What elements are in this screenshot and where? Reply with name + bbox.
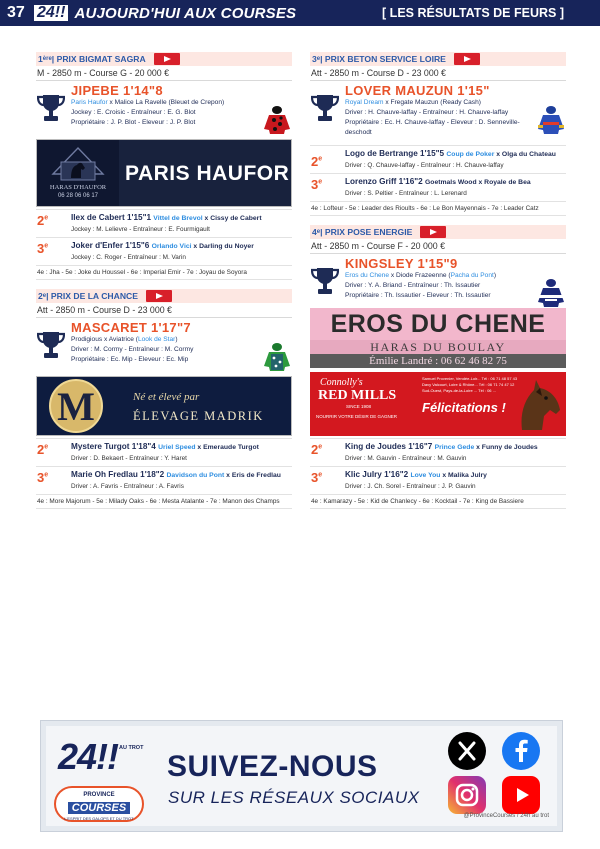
social-footer: 24!! AU TROT PROVINCE COURSES L'ESPRIT DES GALOPS ET DU TROT SUIVEZ-NOUS SUR LES RÉSEAUX SOCIAUX @ProvinceCourses / 24h au trot [40,720,563,832]
race-name: | PRIX BETON SERVICE LOIRE [320,54,446,64]
winner-owner: Propriétaire : Th. Issautier - Eleveur : Th. Issautier [345,292,491,299]
instagram-icon[interactable] [448,776,486,814]
winner-name: LOVER MAUZUN 1'15" [345,83,490,98]
place-3: 3e Lorenzo Griff 1'16"2 Goetmals Wood x Royale de Bea Driver : S. Peltier - Entraîneur : L. Lerenard [310,173,566,201]
winner-name: MASCARET 1'17"7 [71,320,191,335]
race-1 [36,52,292,280]
race-3 [310,52,566,216]
trophy-icon [37,93,65,123]
winner-name: KINGSLEY 1'15"9 [345,256,458,271]
section-title: [ LES RÉSULTATS DE FEURS ] [382,6,564,20]
place-3: 3e Marie Oh Fredlau 1'18"2 Davidson du Pont x Eris de Fredlau Driver : A. Favris - Entraîneur : A. Favris [36,466,292,494]
trophy-icon [37,330,65,360]
place-2: 2e King de Joudes 1'16"7 Prince Gede x Funny de Joudes Driver : M. Gauvin - Entraîneur : M. Gauvin [310,438,566,466]
horse-head-icon [512,378,562,430]
race-2 [36,289,292,509]
jockey-jacket-icon [263,342,291,372]
winner-block [310,256,566,310]
winner-owner: Propriétaire : J. P. Blot - Eleveur : J. P. Blot [71,119,196,126]
footer-brand-logo: 24!! [58,736,119,777]
x-icon[interactable] [448,732,486,770]
other-finishers: 4e : More Majorum - 5e : Milady Oaks - 6e : Mesta Atalante - 7e : Manon des Champs [36,494,292,509]
play-icon[interactable] [454,53,480,65]
page-number: 37 [7,4,25,21]
winner-jockey: Jockey : E. Croisic - Entraîneur : E. G. Blot [71,109,196,116]
winner-block [36,320,292,374]
winner-owner: Propriétaire : Ec. Mip - Eleveur : Ec. Mip [71,356,189,363]
ad-banner-red-mills: Connolly's RED MILLS SINCE 1908 NOURRIR VOTRE DÉSIR DE GAGNER Samuel Provenier, Vendée-Loir... Tél : 06 71 48 57 43 Davy Valcourt, Loire & Rhône... Tél : 06 71 74 47 12 Sud-Ouest, Pays-de-la-Loire ... Tél : 06 ... Félicitations ! [310,372,566,436]
brand-logo: 24!! [34,5,68,21]
madrik-logo: M [49,379,103,433]
race-name: | PRIX BIGMAT SAGRA [51,54,146,64]
winner-pedigree: Paris Haufor x Malice La Ravelle (Bleuet de Crepon) [71,99,225,106]
winner-owner: Propriétaire : Ec. H. Chauve-laffay - Eleveur : D. Senneville-deschodt [345,119,520,136]
banner-title: PARIS HAUFOR [125,162,290,185]
place-2: 2e Logo de Bertrange 1'15"5 Coup de Poker x Olga du Chateau Driver : Q. Chauve-laffay - Entraîneur : H. Chauve-laffay [310,145,566,173]
race-conditions: Att - 2850 m - Course D - 23 000 € [310,66,566,81]
ad-banner-paris-haufor: HARAS D'HAUFOR 06 28 06 06 17 PARIS HAUFOR [36,139,292,207]
race-conditions: M - 2850 m - Course G - 20 000 € [36,66,292,81]
social-handle: @ProvinceCourses / 24h au trot [463,813,549,819]
place-3: 3e Klic Julry 1'16"2 Love You x Malika Julry Driver : J. Ch. Sorel - Entraîneur : J. P. Gauvin [310,466,566,494]
play-icon[interactable] [420,226,446,238]
follow-subheading: SUR LES RÉSEAUX SOCIAUX [168,788,420,807]
jockey-jacket-icon [537,105,565,135]
other-finishers: 4e : Kamarazy - 5e : Kid de Chanlecy - 6e : Kocktail - 7e : King de Bassiere [310,494,566,509]
page-header [0,0,600,26]
play-icon[interactable] [146,290,172,302]
winner-pedigree: Eros du Chene x Diode Frazeenne (Pacha du Pont) [345,272,497,279]
jockey-jacket-icon [263,105,291,135]
play-icon[interactable] [154,53,180,65]
place-2: 2e Mystere Turgot 1'18"4 Uriel Speed x Emeraude Turgot Driver : D. Bekaert - Entraîneur : Y. Haret [36,438,292,466]
winner-block [310,83,566,145]
race-header: 3 e | PRIX BETON SERVICE LOIRE [310,52,566,66]
trophy-icon [311,93,339,123]
race-header: 2 e | PRIX DE LA CHANCE [36,289,292,303]
province-courses-logo: PROVINCE COURSES L'ESPRIT DES GALOPS ET DU TROT [54,786,144,822]
race-4 [310,225,566,509]
facebook-icon[interactable] [502,732,540,770]
other-finishers: 4e : Jha - 5e : Joke du Houssel - 6e : Imperial Emir - 7e : Joyau de Soyora [36,265,292,280]
race-header: 4 e | PRIX POSE ENERGIE [310,225,566,239]
winner-name: JIPEBE 1'14"8 [71,83,163,98]
trophy-icon [311,266,339,296]
place-2: 2e Ilex de Cabert 1'15"1 Vittel de Brevol x Cissy de Cabert Jockey : M. Lelievre - Entraîneur : E. Fourmigault [36,209,292,237]
haras-logo-icon [51,144,105,184]
left-column [36,52,292,509]
winner-jockey: Driver : Y. A. Briand - Entraîneur : Th. Issautier [345,282,481,289]
race-conditions: Att - 2850 m - Course F - 20 000 € [310,239,566,254]
race-header: 1 ère | PRIX BIGMAT SAGRA [36,52,292,66]
race-name: | PRIX POSE ENERGIE [320,227,413,237]
right-column [310,52,566,509]
winner-pedigree: Royal Dream x Fregate Mauzun (Ready Cash) [345,99,481,106]
follow-heading: SUIVEZ-NOUS [167,750,378,783]
winner-jockey: Driver : M. Cormy - Entraîneur : M. Cormy [71,346,194,353]
winner-block [36,83,292,137]
page-title: AUJOURD'HUI AUX COURSES [74,4,297,22]
youtube-icon[interactable] [502,776,540,814]
race-name: | PRIX DE LA CHANCE [46,291,138,301]
jockey-jacket-icon [537,278,565,308]
winner-jockey: Driver : H. Chauve-laffay - Entraîneur : H. Chauve-laffay [345,109,509,116]
place-3: 3e Joker d'Enfer 1'15"6 Orlando Vici x Darling du Noyer Jockey : C. Roger - Entraîneur : M. Varin [36,237,292,265]
other-finishers: 4e : Lofteur - 5e : Leader des Rioults - 6e : Le Bon Mayennais - 7e : Leader Catz [310,201,566,216]
race-conditions: Att - 2850 m - Course D - 23 000 € [36,303,292,318]
ad-banner-eros-du-chene: EROS DU CHENE HARAS DU BOULAY Émilie Landré : 06 62 46 82 75 [310,308,566,368]
ad-banner-elevage-madrik: M Né et élevé par ÉLEVAGE MADRIK [36,376,292,436]
winner-pedigree: Prodigious x Aviatrice (Look de Star) [71,336,178,343]
